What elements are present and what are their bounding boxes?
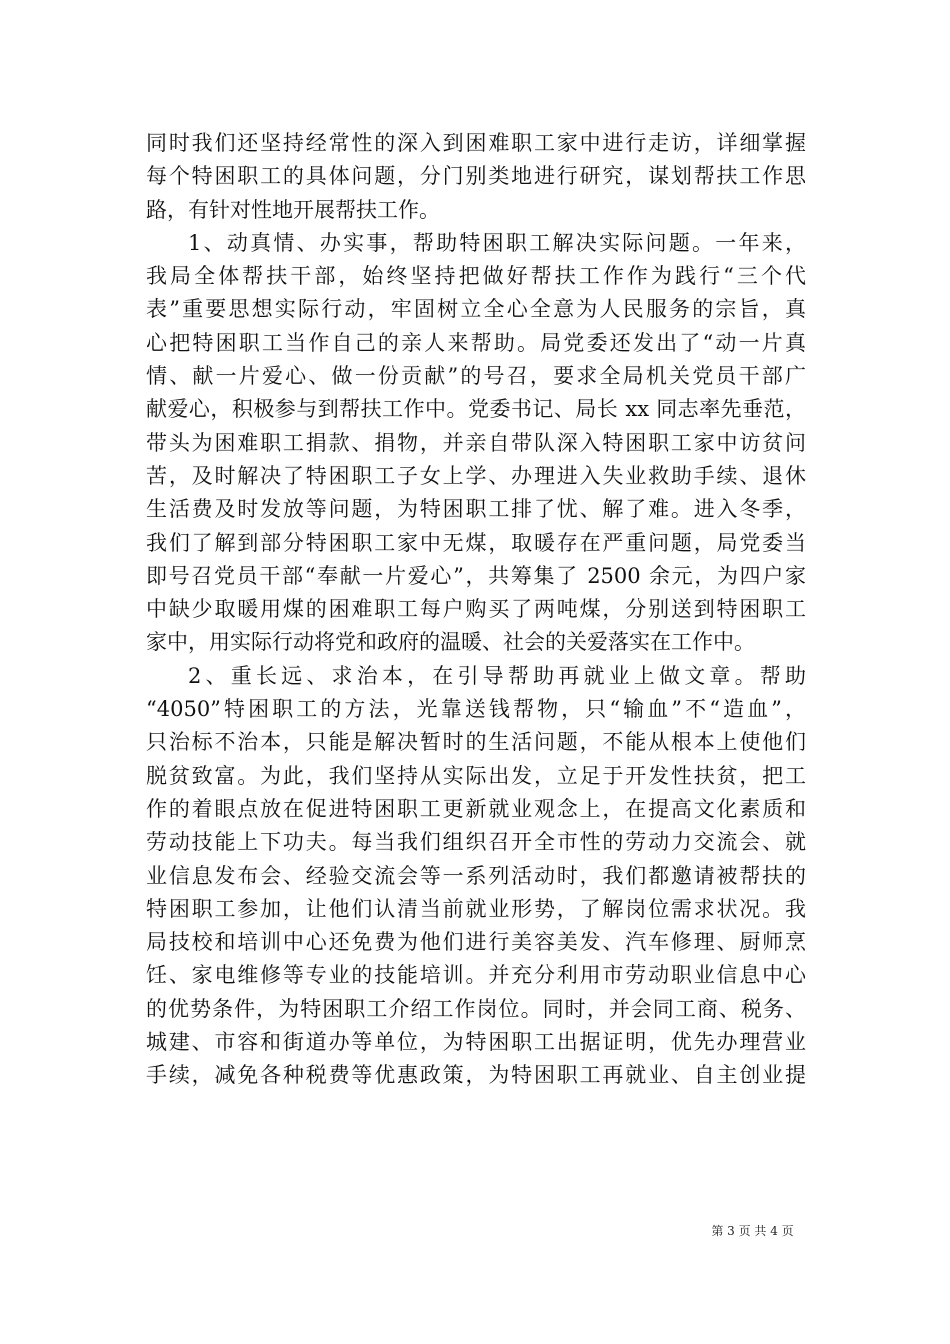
text-line: 局技校和培训中心还免费为他们进行美容美发、汽车修理、厨师烹 <box>146 930 806 955</box>
text-line: 脱贫致富。为此，我们坚持从实际出发，立足于开发性扶贫，把工 <box>146 763 806 788</box>
text-line: 献爱心，积极参与到帮扶工作中。党委书记、局长 xx 同志率先垂范， <box>146 397 806 422</box>
text-line: 城建、市容和街道办等单位，为特困职工出据证明，优先办理营业 <box>146 1030 806 1055</box>
text-line: 家中，用实际行动将党和政府的温暖、社会的关爱落实在工作中。 <box>146 630 755 655</box>
text-line: 生活费及时发放等问题，为特困职工排了忧、解了难。进入冬季， <box>146 497 806 522</box>
text-line: 我局全体帮扶干部，始终坚持把做好帮扶工作作为践行“三个代 <box>146 264 806 289</box>
page-number-label: 第 3 页 共 4 页 <box>711 1224 794 1238</box>
text-line: 手续，减免各种税费等优惠政策，为特困职工再就业、自主创业提 <box>146 1063 806 1088</box>
page-footer <box>0 1223 950 1239</box>
paragraph-2-heading-line: 2、重长远、求治本，在引导帮助再就业上做文章。帮助 <box>188 663 806 688</box>
text-line: 苦，及时解决了特困职工子女上学、办理进入失业救助手续、退休 <box>146 463 806 488</box>
text-line: 心把特困职工当作自己的亲人来帮助。局党委还发出了“动一片真 <box>146 330 806 355</box>
text-line: 业信息发布会、经验交流会等一系列活动时，我们都邀请被帮扶的 <box>146 863 806 888</box>
text-line: “4050”特困职工的方法，光靠送钱帮物，只“输血”不“造血”， <box>146 697 806 722</box>
text-line: 表”重要思想实际行动，牢固树立全心全意为人民服务的宗旨，真 <box>146 297 806 322</box>
text-line: 情、献一片爱心、做一份贡献”的号召，要求全局机关党员干部广 <box>146 364 806 389</box>
text-line: 带头为困难职工捐款、捐物，并亲自带队深入特困职工家中访贫问 <box>146 430 806 455</box>
text-line: 中缺少取暖用煤的困难职工每户购买了两吨煤，分别送到特困职工 <box>146 597 806 622</box>
text-line: 饪、家电维修等专业的技能培训。并充分利用市劳动职业信息中心 <box>146 963 806 988</box>
text-line: 作的着眼点放在促进特困职工更新就业观念上，在提高文化素质和 <box>146 796 806 821</box>
body-text <box>146 127 806 1093</box>
text-line: 每个特困职工的具体问题，分门别类地进行研究，谋划帮扶工作思 <box>146 164 806 189</box>
text-line: 同时我们还坚持经常性的深入到困难职工家中进行走访，详细掌握 <box>146 131 806 155</box>
text-line: 即号召党员干部“奉献一片爱心”，共筹集了 2500 余元，为四户家 <box>146 563 806 588</box>
paragraph-1-heading-line: 1、动真情、办实事，帮助特困职工解决实际问题。一年来， <box>188 230 806 255</box>
text-line: 特困职工参加，让他们认清当前就业形势，了解岗位需求状况。我 <box>146 896 806 921</box>
text-line: 劳动技能上下功夫。每当我们组织召开全市性的劳动力交流会、就 <box>146 830 806 855</box>
text-line: 我们了解到部分特困职工家中无煤，取暖存在严重问题，局党委当 <box>146 530 806 555</box>
text-line: 只治标不治本，只能是解决暂时的生活问题，不能从根本上使他们 <box>146 730 806 755</box>
text-line: 路，有针对性地开展帮扶工作。 <box>146 197 440 222</box>
text-line: 的优势条件，为特困职工介绍工作岗位。同时，并会同工商、税务、 <box>146 996 806 1021</box>
